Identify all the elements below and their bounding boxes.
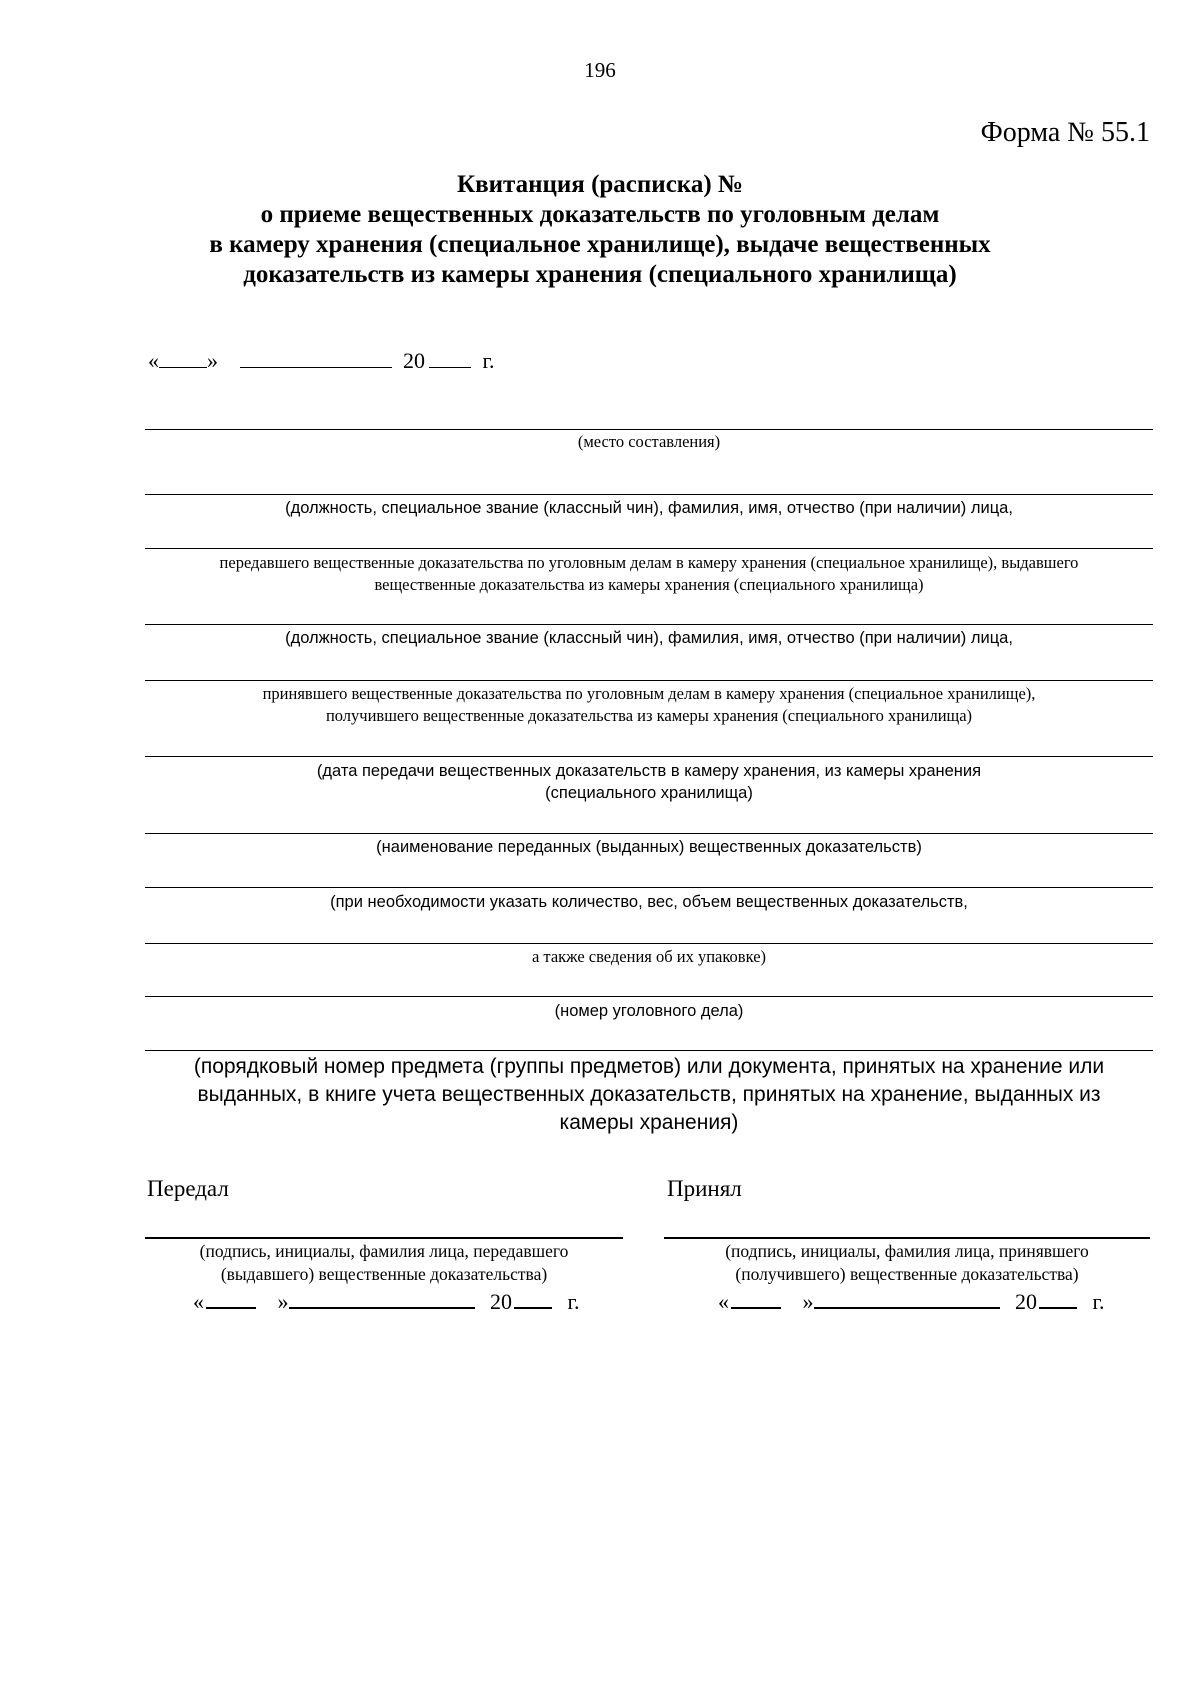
quantity-line[interactable] bbox=[145, 887, 1153, 888]
sender-day-blank[interactable] bbox=[206, 1306, 256, 1309]
receiver-day-blank[interactable] bbox=[731, 1306, 781, 1309]
sender-position-line[interactable] bbox=[145, 494, 1153, 495]
sender-detail-line[interactable] bbox=[145, 548, 1153, 549]
sender-signature-caption-2: (выдавшего) вещественные доказательства) bbox=[220, 1264, 548, 1284]
receiver-close-quote: » bbox=[802, 1289, 814, 1314]
receiver-open-quote: « bbox=[718, 1289, 729, 1314]
place-caption: (место составления) bbox=[577, 432, 721, 451]
receiver-detail-caption-2: получившего вещественные доказательства из камеры хранения (специального хранилища) bbox=[325, 706, 973, 725]
receiver-label: Принял bbox=[667, 1176, 742, 1201]
form-number: Форма № 55.1 bbox=[980, 117, 1150, 148]
sender-date-row bbox=[193, 1289, 580, 1315]
sender-signature-caption bbox=[145, 1240, 623, 1286]
title-line-4: доказательств из камеры хранения (специального хранилища) bbox=[243, 261, 957, 288]
receiver-signature-caption bbox=[664, 1240, 1150, 1286]
receiver-year-blank[interactable] bbox=[1039, 1306, 1077, 1309]
evidence-name-caption: (наименование переданных (выданных) вещественных доказательств) bbox=[376, 838, 922, 856]
receiver-signature-caption-2: (получившего) вещественные доказательства) bbox=[735, 1264, 1079, 1284]
title-line-2: о приеме вещественных доказательств по уголовным делам bbox=[260, 201, 940, 228]
close-quote: » bbox=[207, 348, 218, 373]
receiver-position-line[interactable] bbox=[145, 624, 1153, 625]
year-suffix: г. bbox=[482, 348, 495, 373]
year-prefix: 20 bbox=[403, 348, 425, 373]
sender-detail-caption bbox=[145, 552, 1153, 596]
evidence-name-line[interactable] bbox=[145, 833, 1153, 834]
sender-year-blank[interactable] bbox=[514, 1306, 552, 1309]
receiver-month-blank[interactable] bbox=[814, 1306, 1000, 1309]
receiver-detail-caption-1: принявшего вещественные доказательства по уголовным делам в камеру хранения (специальное хранилище), bbox=[262, 684, 1036, 703]
sender-detail-caption-1: передавшего вещественные доказательства по уголовным делам в камеру хранения (специальное хранилище), выдавшего bbox=[219, 553, 1079, 572]
receiver-detail-line[interactable] bbox=[145, 680, 1153, 681]
ordinal-caption bbox=[145, 1053, 1153, 1137]
sender-month-blank[interactable] bbox=[289, 1306, 475, 1309]
receiver-date-row bbox=[718, 1289, 1105, 1315]
quantity-caption: (при необходимости указать количество, вес, объем вещественных доказательств, bbox=[330, 893, 968, 911]
sender-signature-caption-1: (подпись, инициалы, фамилия лица, передавшего bbox=[199, 1241, 569, 1261]
ordinal-caption-3: камеры хранения) bbox=[559, 1111, 739, 1134]
year-blank[interactable] bbox=[429, 366, 471, 368]
sender-signature-line[interactable] bbox=[145, 1237, 623, 1239]
sender-detail-caption-2: вещественные доказательства из камеры хранения (специального хранилища) bbox=[374, 575, 924, 594]
open-quote: « bbox=[148, 348, 159, 373]
transfer-date-caption-1: (дата передачи вещественных доказательств в камеру хранения, из камеры хранения bbox=[316, 762, 982, 780]
sender-year-prefix: 20 bbox=[490, 1289, 512, 1314]
receiver-detail-caption bbox=[145, 683, 1153, 727]
month-blank[interactable] bbox=[240, 366, 392, 368]
date-row bbox=[148, 348, 495, 374]
case-number-line[interactable] bbox=[145, 996, 1153, 997]
transfer-date-caption-2: (специального хранилища) bbox=[545, 784, 753, 802]
page-number: 196 bbox=[584, 58, 616, 82]
place-line[interactable] bbox=[145, 429, 1153, 430]
case-number-caption: (номер уголовного дела) bbox=[554, 1002, 744, 1020]
sender-open-quote: « bbox=[193, 1289, 204, 1314]
day-blank[interactable] bbox=[159, 366, 207, 368]
sender-year-suffix: г. bbox=[567, 1289, 580, 1314]
receiver-signature-line[interactable] bbox=[664, 1237, 1150, 1239]
sender-close-quote: » bbox=[277, 1289, 289, 1314]
receiver-year-prefix: 20 bbox=[1015, 1289, 1037, 1314]
ordinal-caption-2: выданных, в книге учета вещественных доказательств, принятых на хранение, выданных из bbox=[197, 1083, 1101, 1106]
receiver-year-suffix: г. bbox=[1092, 1289, 1105, 1314]
title-line-1: Квитанция (расписка) № bbox=[456, 171, 744, 198]
document-title bbox=[0, 170, 1200, 290]
ordinal-caption-1: (порядковый номер предмета (группы предметов) или документа, принятых на хранение или bbox=[193, 1055, 1105, 1078]
transfer-date-caption bbox=[145, 760, 1153, 804]
sender-position-caption: (должность, специальное звание (классный чин), фамилия, имя, отчество (при наличии) лица, bbox=[285, 499, 1013, 517]
title-line-3: в камеру хранения (специальное хранилище), выдаче вещественных bbox=[209, 231, 991, 258]
sender-label: Передал bbox=[147, 1176, 229, 1201]
packaging-caption: а также сведения об их упаковке) bbox=[531, 947, 767, 966]
receiver-position-caption: (должность, специальное звание (классный чин), фамилия, имя, отчество (при наличии) лица, bbox=[285, 629, 1013, 647]
receiver-signature-caption-1: (подпись, инициалы, фамилия лица, принявшего bbox=[725, 1241, 1089, 1261]
packaging-line[interactable] bbox=[145, 943, 1153, 944]
transfer-date-line[interactable] bbox=[145, 756, 1153, 757]
ordinal-line[interactable] bbox=[145, 1050, 1153, 1051]
